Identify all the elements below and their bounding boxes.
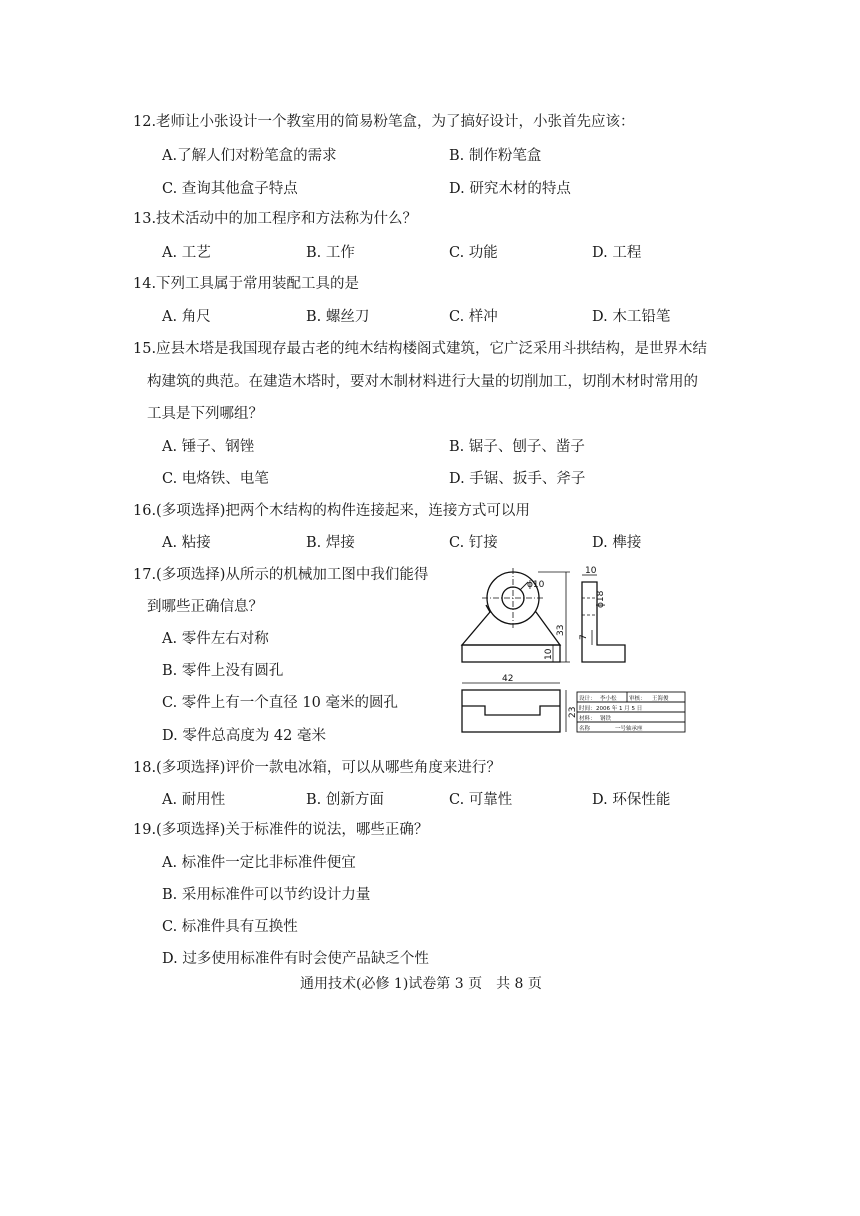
question-13-stem: 13.技术活动中的加工程序和方法称为什么？ bbox=[133, 211, 418, 227]
dim-side-width-label: 10 bbox=[585, 566, 597, 576]
question-16-option-d[interactable]: D. 榫接 bbox=[592, 535, 642, 551]
question-15-stem-line-1: 15.应县木塔是我国现存最古老的纯木结构楼阁式建筑，它广泛采用斗拱结构，是世界木结 bbox=[133, 341, 708, 357]
question-14-option-d[interactable]: D. 木工铅笔 bbox=[592, 309, 671, 325]
question-17-option-c[interactable]: C. 零件上有一个直径 10 毫米的圆孔 bbox=[162, 695, 398, 711]
question-13-option-a[interactable]: A. 工艺 bbox=[162, 245, 211, 261]
front-view bbox=[462, 568, 570, 662]
dim-width-label: 42 bbox=[502, 674, 514, 684]
question-13-option-d[interactable]: D. 工程 bbox=[592, 245, 642, 261]
question-14-option-c[interactable]: C. 样冲 bbox=[449, 309, 498, 325]
question-15-option-a[interactable]: A. 锤子、钢锉 bbox=[162, 439, 255, 455]
question-16-option-a[interactable]: A. 粘接 bbox=[162, 535, 211, 551]
question-14-option-b[interactable]: B. 螺丝刀 bbox=[306, 309, 370, 325]
question-13-option-c[interactable]: C. 功能 bbox=[449, 245, 498, 261]
tb-designer: 李小松 bbox=[600, 696, 617, 702]
question-13-option-b[interactable]: B. 工作 bbox=[306, 245, 355, 261]
dim-diameter-label: ϕ10 bbox=[527, 580, 545, 590]
question-12-option-c[interactable]: C. 查询其他盒子特点 bbox=[162, 181, 298, 197]
question-18-option-d[interactable]: D. 环保性能 bbox=[592, 792, 671, 808]
question-19-stem: 19.(多项选择)关于标准件的说法，哪些正确？ bbox=[133, 822, 429, 838]
tb-material-label: 材料： bbox=[579, 716, 596, 722]
tb-material: 钢铁 bbox=[600, 716, 612, 722]
question-15-stem-line-2: 构建筑的典范。在建造木塔时，要对木制材料进行大量的切削加工，切削木材时常用的 bbox=[147, 374, 698, 390]
question-12-option-d[interactable]: D. 研究木材的特点 bbox=[449, 181, 571, 197]
tb-name: 一号轴承座 bbox=[615, 726, 643, 732]
page-footer: 通用技术(必修 1)试卷第 3 页 共 8 页 bbox=[300, 976, 542, 992]
tb-name-label: 名称 bbox=[579, 726, 591, 732]
dim-side-diameter-label: ϕ18 bbox=[596, 590, 606, 608]
dim-depth-label: 23 bbox=[568, 706, 578, 718]
question-15-option-c[interactable]: C. 电烙铁、电笔 bbox=[162, 471, 269, 487]
question-16-stem: 16.(多项选择)把两个木结构的构件连接起来，连接方式可以用 bbox=[133, 503, 530, 519]
question-17-stem-line-1: 17.(多项选择)从所示的机械加工图中我们能得 bbox=[133, 567, 429, 583]
question-17-option-a[interactable]: A. 零件左右对称 bbox=[162, 631, 269, 647]
tb-design-label: 设计： bbox=[579, 696, 596, 702]
question-12-stem: 12.老师让小张设计一个教室用的简易粉笔盒，为了搞好设计，小张首先应该： bbox=[133, 114, 635, 130]
question-19-option-a[interactable]: A. 标准件一定比非标准件便宜 bbox=[162, 855, 356, 871]
question-17-stem-line-2: 到哪些正确信息？ bbox=[147, 599, 263, 615]
dim-height-label: 33 bbox=[556, 624, 566, 636]
question-16-option-b[interactable]: B. 焊接 bbox=[306, 535, 355, 551]
side-view bbox=[582, 575, 625, 662]
tb-time-label: 时间： bbox=[579, 706, 596, 712]
question-18-option-b[interactable]: B. 创新方面 bbox=[306, 792, 384, 808]
question-19-option-b[interactable]: B. 采用标准件可以节约设计力量 bbox=[162, 887, 371, 903]
question-18-option-c[interactable]: C. 可靠性 bbox=[449, 792, 513, 808]
question-14-stem: 14.下列工具属于常用装配工具的是 bbox=[133, 276, 360, 292]
question-19-option-d[interactable]: D. 过多使用标准件有时会使产品缺乏个性 bbox=[162, 951, 429, 967]
question-12-option-b[interactable]: B. 制作粉笔盒 bbox=[449, 148, 542, 164]
question-18-stem: 18.(多项选择)评价一款电冰箱，可以从哪些角度来进行？ bbox=[133, 760, 501, 776]
tb-reviewer: 王海俊 bbox=[652, 696, 669, 702]
question-15-option-d[interactable]: D. 手锯、扳手、斧子 bbox=[449, 471, 586, 487]
tb-review-label: 审核： bbox=[629, 696, 646, 702]
question-15-option-b[interactable]: B. 锯子、刨子、凿子 bbox=[449, 439, 585, 455]
question-16-option-c[interactable]: C. 钉接 bbox=[449, 535, 498, 551]
question-12-option-a[interactable]: A.了解人们对粉笔盒的需求 bbox=[162, 148, 337, 164]
dim-side-7-label: 7 bbox=[579, 634, 589, 640]
dim-base-label: 10 bbox=[544, 648, 554, 660]
question-17-option-b[interactable]: B. 零件上没有圆孔 bbox=[162, 663, 284, 679]
mechanical-drawing bbox=[450, 555, 700, 740]
question-19-option-c[interactable]: C. 标准件具有互换性 bbox=[162, 919, 298, 935]
question-17-option-d[interactable]: D. 零件总高度为 42 毫米 bbox=[162, 728, 326, 744]
question-14-option-a[interactable]: A. 角尺 bbox=[162, 309, 211, 325]
tb-time: 2006 年 1 月 5 日 bbox=[596, 706, 643, 712]
question-15-stem-line-3: 工具是下列哪组？ bbox=[147, 406, 263, 422]
top-view bbox=[462, 683, 566, 732]
question-18-option-a[interactable]: A. 耐用性 bbox=[162, 792, 226, 808]
